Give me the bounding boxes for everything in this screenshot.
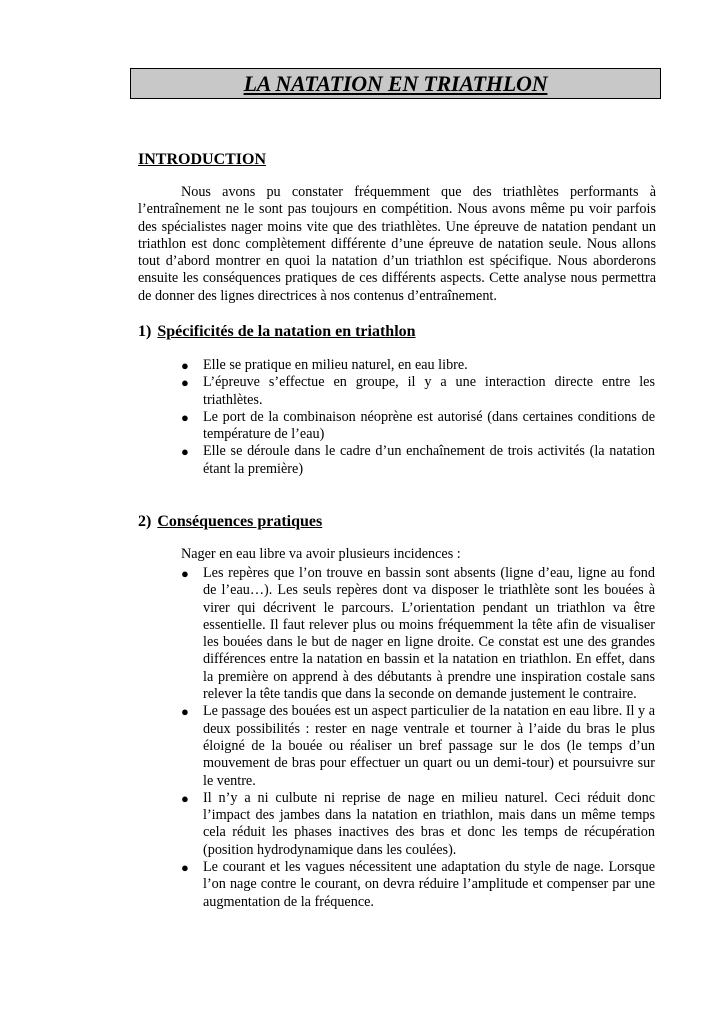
section2-number: 2) — [138, 513, 152, 530]
section1-heading-text: Spécificités de la natation en triathlon — [157, 323, 416, 340]
list-item-text: Le courant et les vagues nécessitent une adaptation du style de nage. Lorsque l’on nage contre le courant, on devra réduire l’amplitude et compenser par une augmentation de la fréquence. — [203, 859, 655, 910]
list-item — [181, 859, 655, 911]
list-item-text: Elle se déroule dans le cadre d’un enchaînement de trois activités (la natation étant la première) — [203, 443, 655, 477]
section1-bullet-list — [181, 357, 655, 478]
list-item — [181, 374, 655, 409]
introduction-heading-text: INTRODUCTION — [138, 151, 267, 168]
title-box — [130, 68, 661, 99]
introduction-paragraph: Nous avons pu constater fréquemment que des triathlètes performants à l’entraînement ne le sont pas toujours en compétition. Nous avons même pu voir parfois des spécialistes nager moins vite que des triathlètes. Une épreuve de natation pendant un triathlon est donc complètement différente d’une épreuve de natation seule. Nous allons tout d’abord montrer en quoi la natation d’un triathlon est spécifique. Nous aborderons ensuite les conséquences pratiques de ces différents aspects. Cette analyse nous permettra de donner des lignes directrices à nos contenus d’entraînement. — [138, 184, 656, 304]
bullet-icon: ● — [181, 409, 189, 425]
list-item — [181, 357, 655, 374]
list-item-text: Les repères que l’on trouve en bassin sont absents (ligne d’eau, ligne au fond de l’eau…). Les seuls repères dont va disposer le triathlète sont les bouées à virer qui décrivent le parcours. L’orientation pendant un triathlon va être essentielle. Il faut relever plus ou moins fréquemment la tête afin de visualiser les bouées dans le but de nager en ligne droite. Ce constat est une des grandes différences entre la natation en bassin et la natation en triathlon. En effet, dans la première on apprend à des débutants à prendre une inspiration costale sans relever la tête tandis que dans la seconde on demande justement le contraire. — [203, 565, 655, 703]
page-title: LA NATATION EN TRIATHLON — [243, 71, 548, 96]
list-item — [181, 409, 655, 444]
bullet-icon: ● — [181, 790, 189, 806]
list-item — [181, 443, 655, 478]
list-item — [181, 565, 655, 703]
bullet-icon: ● — [181, 444, 189, 460]
bullet-icon: ● — [181, 358, 189, 373]
section1-heading — [138, 322, 416, 342]
section2-heading — [138, 512, 322, 532]
bullet-icon: ● — [181, 375, 189, 391]
bullet-icon: ● — [181, 704, 189, 720]
section1-number: 1) — [138, 323, 152, 340]
bullet-icon: ● — [181, 566, 189, 581]
list-item-text: Il n’y a ni culbute ni reprise de nage en milieu naturel. Ceci réduit donc l’impact des jambes dans la natation en triathlon, mais dans un même temps cela réduit les phases inactives des bras et donc les temps de récupération (position hydrodynamique dans les coulées). — [203, 789, 655, 858]
section2-lead: Nager en eau libre va avoir plusieurs incidences : — [181, 546, 461, 562]
list-item-text: Le passage des bouées est un aspect particulier de la natation en eau libre. Il y a deux possibilités : rester en nage ventrale et tourner à l’aide du bras le plus éloigné de la bouée ou réaliser un bref passage sur le dos (le temps d’un mouvement de bras pour effectuer un quart ou un demi-tour) et poursuivre sur le ventre. — [203, 703, 655, 789]
list-item-text: L’épreuve s’effectue en groupe, il y a une interaction directe entre les triathlètes. — [203, 374, 655, 408]
list-item — [181, 703, 655, 789]
section2-heading-text: Conséquences pratiques — [157, 513, 323, 530]
list-item-text: Le port de la combinaison néoprène est autorisé (dans certaines conditions de température de l’eau) — [203, 408, 655, 443]
bullet-icon: ● — [181, 860, 189, 876]
introduction-heading — [138, 150, 266, 170]
list-item — [181, 790, 655, 859]
list-item-text: Elle se pratique en milieu naturel, en eau libre. — [203, 357, 468, 373]
section2-bullet-list — [181, 565, 655, 911]
